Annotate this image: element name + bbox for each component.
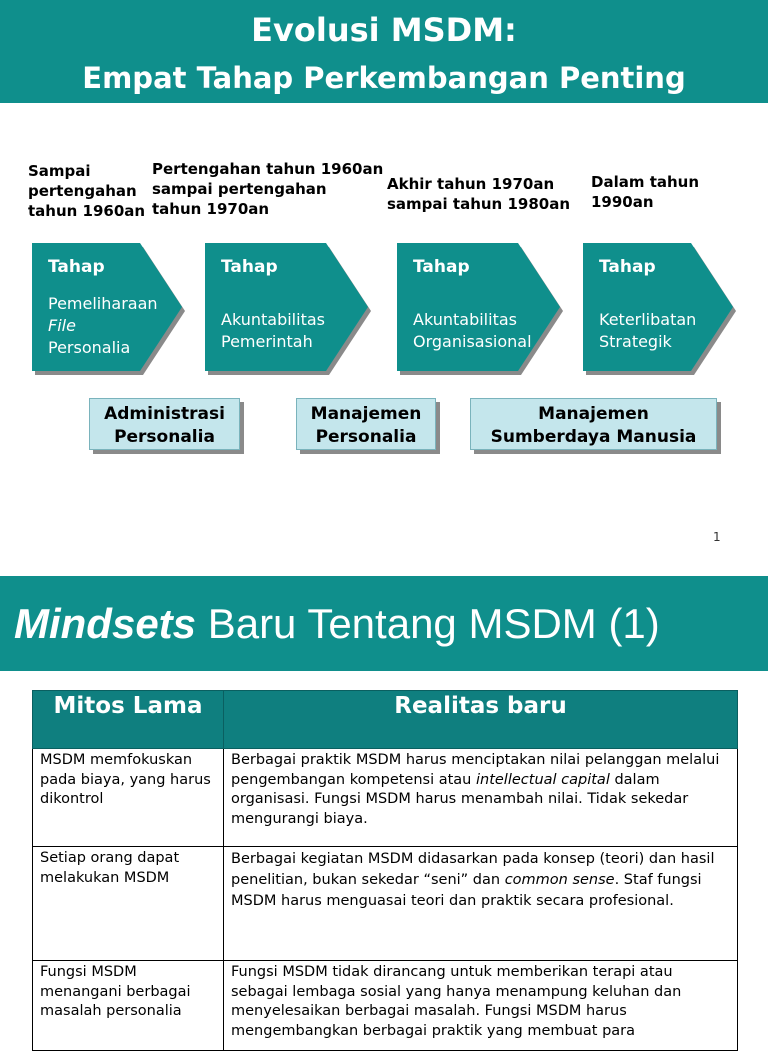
stage-title-2: Tahap [221,257,278,277]
stage-chevron-3 [397,243,560,371]
slide1-header [0,0,768,103]
era-box-1: Administrasi Personalia [89,398,240,450]
stage-chevron-4 [583,243,733,371]
stage-desc-2: Akuntabilitas Pemerintah [221,310,325,351]
myth-cell: Fungsi MSDM menangani berbagai masalah personalia [33,961,224,1051]
stage-title-1: Tahap [48,257,105,277]
column-header-myth: Mitos Lama [33,691,224,749]
stage-title-3: Tahap [413,257,470,277]
stage-desc-1: Pemeliharaan File Personalia [48,294,158,357]
period-label-4: Dalam tahun 1990an [591,173,700,211]
myth-reality-table [32,690,738,1051]
slide2-title: Mindsets Baru Tentang MSDM (1) [14,600,660,647]
era-box-2: Manajemen Personalia [296,398,436,450]
period-label-3: Akhir tahun 1970an sampai tahun 1980an [387,175,571,213]
myth-cell: MSDM memfokuskan pada biaya, yang harus dikontrol [33,749,224,847]
stage-desc-3: Akuntabilitas Organisasional [413,310,532,351]
slide1-subtitle: Empat Tahap Perkembangan Penting [82,61,686,95]
table-row [33,961,738,1051]
slide1-title: Evolusi MSDM: [251,11,517,49]
reality-cell: Berbagai kegiatan MSDM didasarkan pada konsep (teori) dan hasil penelitian, bukan sekedar “seni” dan common sense. Staf fungsi MSDM harus menguasai teori dan praktik secara profesional. [224,847,738,961]
stage-chevron-1 [32,243,182,371]
era-box-3: Manajemen Sumberdaya Manusia [470,398,717,450]
table-row [33,847,738,961]
stage-chevron-2 [205,243,368,371]
table-row [33,749,738,847]
slide2-header [0,576,768,671]
page-number: 1 [713,530,721,544]
stage-title-4: Tahap [599,257,656,277]
reality-cell: Fungsi MSDM tidak dirancang untuk memberikan terapi atau sebagai lembaga sosial yang hanya menampung keluhan dan menyelesaikan berbagai masalah. Fungsi MSDM harus mengembangkan berbagai praktik yang membuat para [224,961,738,1051]
period-label-2: Pertengahan tahun 1960an sampai pertengahan tahun 1970an [152,160,384,218]
stage-desc-4: Keterlibatan Strategik [599,310,697,351]
column-header-reality: Realitas baru [224,691,738,749]
myth-cell: Setiap orang dapat melakukan MSDM [33,847,224,961]
table-header-row [33,691,738,749]
reality-cell: Berbagai praktik MSDM harus menciptakan nilai pelanggan melalui pengembangan kompetensi atau intellectual capital dalam organisasi. Fungsi MSDM harus menambah nilai. Tidak sekedar mengurangi biaya. [224,749,738,847]
period-label-1: Sampai pertengahan tahun 1960an [28,162,146,220]
